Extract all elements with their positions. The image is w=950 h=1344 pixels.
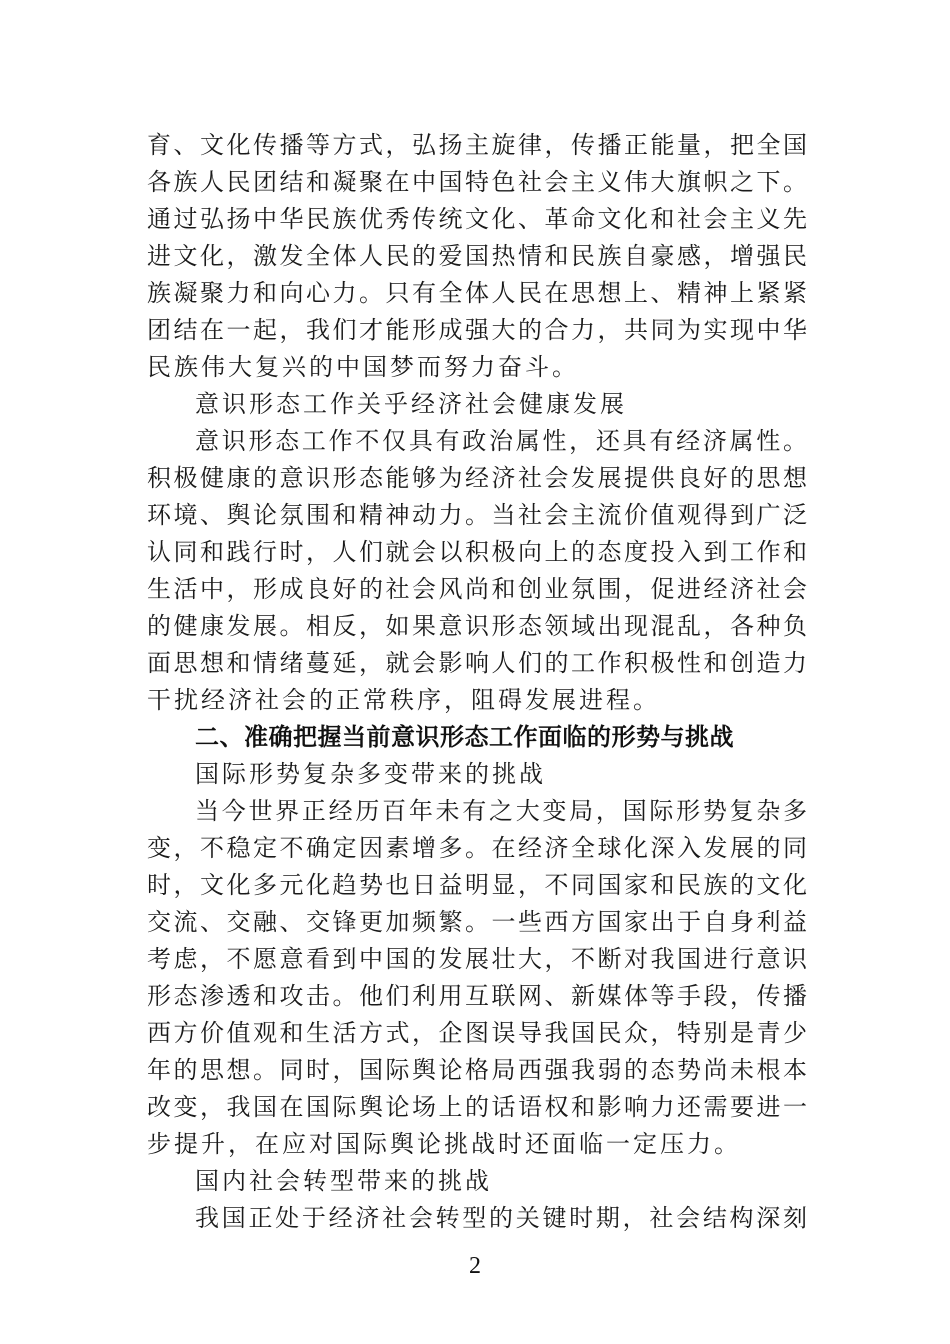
paragraph-line: 民族伟大复兴的中国梦而努力奋斗。 [147,353,579,381]
paragraph-line: 育、文化传播等方式，弘扬主旋律，传播正能量，把全国 [147,131,807,159]
paragraph-line: 时，文化多元化趋势也日益明显，不同国家和民族的文化 [147,871,807,899]
paragraph-line: 的健康发展。相反，如果意识形态领域出现混乱，各种负 [147,612,807,640]
paragraph-line: 变，不稳定不确定因素增多。在经济全球化深入发展的同 [147,834,807,862]
paragraph-line: 考虑，不愿意看到中国的发展壮大，不断对我国进行意识 [147,945,807,973]
paragraph-line: 年的思想。同时，国际舆论格局西强我弱的态势尚未根本 [147,1056,807,1084]
paragraph-line: 步提升，在应对国际舆论挑战时还面临一定压力。 [147,1130,741,1158]
page-number: 2 [469,1253,481,1279]
paragraph-line: 生活中，形成良好的社会风尚和创业氛围，促进经济社会 [147,575,807,603]
paragraph-line: 团结在一起，我们才能形成强大的合力，共同为实现中华 [147,316,807,344]
paragraph-line: 我国正处于经济社会转型的关键时期，社会结构深刻 [195,1204,807,1232]
paragraph-line: 面思想和情绪蔓延，就会影响人们的工作积极性和创造力 [147,649,807,677]
paragraph-line: 积极健康的意识形态能够为经济社会发展提供良好的思想 [147,464,807,492]
paragraph-line: 西方价值观和生活方式，企图误导我国民众，特别是青少 [147,1019,807,1047]
subsection-title: 国内社会转型带来的挑战 [195,1167,492,1195]
paragraph-line: 交流、交融、交锋更加频繁。一些西方国家出于自身利益 [147,908,807,936]
paragraph-line: 形态渗透和攻击。他们利用互联网、新媒体等手段，传播 [147,982,807,1010]
paragraph-line: 干扰经济社会的正常秩序，阻碍发展进程。 [147,686,660,714]
paragraph-line: 改变，我国在国际舆论场上的话语权和影响力还需要进一 [147,1093,807,1121]
section-heading: 二、准确把握当前意识形态工作面临的形势与挑战 [195,723,734,751]
paragraph-line: 进文化，激发全体人民的爱国热情和民族自豪感，增强民 [147,242,807,270]
paragraph-line: 环境、舆论氛围和精神动力。当社会主流价值观得到广泛 [147,501,807,529]
paragraph-line: 意识形态工作不仅具有政治属性，还具有经济属性。 [195,427,807,455]
paragraph-line: 当今世界正经历百年未有之大变局，国际形势复杂多 [195,797,807,825]
paragraph-line: 各族人民团结和凝聚在中国特色社会主义伟大旗帜之下。 [147,168,807,196]
paragraph-line: 通过弘扬中华民族优秀传统文化、革命文化和社会主义先 [147,205,807,233]
subsection-title: 国际形势复杂多变带来的挑战 [195,760,546,788]
paragraph-line: 认同和践行时，人们就会以积极向上的态度投入到工作和 [147,538,807,566]
subsection-title: 意识形态工作关乎经济社会健康发展 [195,390,627,418]
paragraph-line: 族凝聚力和向心力。只有全体人民在思想上、精神上紧紧 [147,279,807,307]
